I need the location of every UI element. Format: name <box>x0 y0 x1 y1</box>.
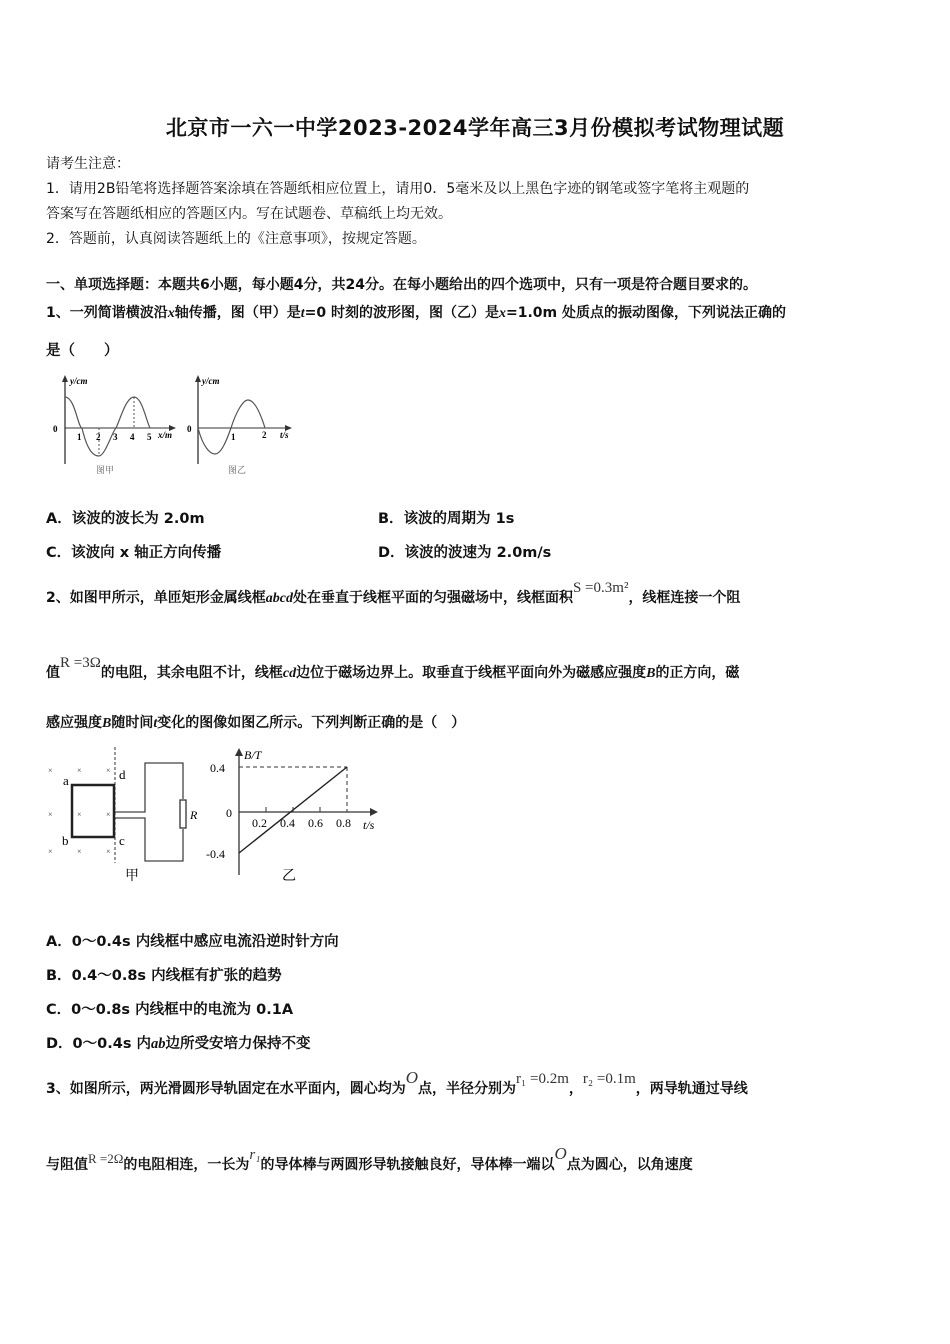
q1-text: 1、一列简谐横波沿 <box>46 305 168 321</box>
area-formula: S =0.3m² <box>572 580 629 596</box>
svg-text:×: × <box>106 847 111 856</box>
svg-text:×: × <box>77 766 82 775</box>
question-2-line-1: 2、如图甲所示，单匝矩形金属线框abcd处在垂直于线框平面的匀强磁场中，线框面积S =0.3m²，线框连接一个阻 <box>46 580 741 606</box>
svg-text:乙: 乙 <box>282 869 296 884</box>
svg-text:×: × <box>77 847 82 856</box>
svg-text:×: × <box>48 810 53 819</box>
svg-text:3: 3 <box>113 432 118 442</box>
q1-option-b[interactable]: B．该波的周期为 1s <box>378 511 515 527</box>
question-2-line-2: 值R =3Ω的电阻，其余电阻不计，线框cd边位于磁场边界上。取垂直于线框平面向外为磁感应强度B的正方向，磁 <box>46 655 740 681</box>
svg-text:5: 5 <box>147 432 152 442</box>
q2-option-a[interactable]: A．0～0.4s 内线框中感应电流沿逆时针方向 <box>46 934 339 950</box>
b-t-graph-figure <box>200 745 390 885</box>
svg-text:×: × <box>106 766 111 775</box>
q1-option-a[interactable]: A．该波的波长为 2.0m <box>46 511 205 527</box>
page-title: 北京市一六一中学2023-2024学年高三3月份模拟考试物理试题 <box>165 116 785 140</box>
svg-text:×: × <box>48 847 53 856</box>
q1-option-d[interactable]: D．该波的波速为 2.0m/s <box>378 545 552 561</box>
svg-text:x/m: x/m <box>158 430 173 440</box>
svg-text:1: 1 <box>231 432 236 442</box>
question-3-line-2: 与阻值R =2Ω的电阻相连，一长为r₁的导体棒与两圆形导轨接触良好，导体棒一端以O点为圆心，以角速度 <box>46 1144 693 1173</box>
svg-text:2: 2 <box>262 430 267 440</box>
svg-text:B/T: B/T <box>244 748 262 762</box>
svg-text:a: a <box>63 773 69 788</box>
svg-text:0: 0 <box>53 424 58 434</box>
svg-text:c: c <box>119 833 125 848</box>
svg-text:0: 0 <box>226 806 232 820</box>
svg-text:4: 4 <box>130 432 135 442</box>
svg-text:t/s: t/s <box>280 430 289 440</box>
q1-var-x: x <box>167 306 175 321</box>
svg-text:图乙: 图乙 <box>228 465 247 475</box>
section-heading: 一、单项选择题：本题共6小题，每小题4分，共24分。在每小题给出的四个选项中，只有一项是符合题目要求的。 <box>46 277 757 293</box>
q1-text: =0 时刻的波形图，图（乙）是 <box>304 305 499 321</box>
notice-item-1: 1．请用2B铅笔将选择题答案涂填在答题纸相应位置上，请用0．5毫米及以上黑色字迹的钢笔或签字笔将主观题的 <box>46 181 750 197</box>
svg-text:2: 2 <box>96 432 101 442</box>
svg-text:R: R <box>190 808 198 822</box>
svg-text:×: × <box>48 766 53 775</box>
question-3-line-1: 3、如图所示，两光滑圆形导轨固定在水平面内，圆心均为O点，半径分别为r₁ =0.2m，r₂ =0.1m，两导轨通过导线 <box>46 1068 748 1097</box>
svg-text:甲: 甲 <box>125 869 139 884</box>
q2-option-c[interactable]: C．0～0.8s 内线框中的电流为 0.1A <box>46 1002 294 1018</box>
resistance-formula: R =3Ω <box>60 655 101 671</box>
svg-text:0.4: 0.4 <box>280 816 295 830</box>
svg-text:0.4: 0.4 <box>210 761 225 775</box>
vibration-graph-figure <box>188 372 303 480</box>
svg-text:0.8: 0.8 <box>336 816 351 830</box>
svg-text:1: 1 <box>77 432 82 442</box>
question-2-line-3: 感应强度B随时间t变化的图像如图乙所示。下列判断正确的是（ ） <box>46 715 466 731</box>
svg-text:图甲: 图甲 <box>96 465 115 475</box>
q2-option-b[interactable]: B．0.4～0.8s 内线框有扩张的趋势 <box>46 968 282 984</box>
svg-text:-0.4: -0.4 <box>206 847 225 861</box>
svg-text:t/s: t/s <box>363 818 375 832</box>
svg-text:0.2: 0.2 <box>252 816 267 830</box>
q1-text: 轴传播，图（甲）是 <box>174 305 301 321</box>
q2-option-d[interactable]: D．0～0.4s 内ab边所受安培力保持不变 <box>46 1036 311 1052</box>
notice-heading: 请考生注意： <box>46 156 130 172</box>
q1-var-x: x <box>499 306 506 321</box>
notice-item-1-cont: 答案写在答题纸相应的答题区内。写在试题卷、草稿纸上均无效。 <box>46 206 452 222</box>
q1-option-c[interactable]: C．该波向 x 轴正方向传播 <box>46 545 222 561</box>
notice-item-2: 2．答题前，认真阅读答题纸上的《注意事项》，按规定答题。 <box>46 231 426 247</box>
svg-text:y/cm: y/cm <box>202 376 220 386</box>
q1-var-t: t <box>300 306 305 321</box>
svg-text:d: d <box>119 767 126 782</box>
svg-text:×: × <box>77 810 82 819</box>
svg-text:×: × <box>106 810 111 819</box>
question-1-line-2: 是（ ） <box>46 343 119 359</box>
wave-graph-figure <box>50 372 185 480</box>
q1-text: =1.0m 处质点的振动图像，下列说法正确的 <box>506 305 786 321</box>
svg-text:0: 0 <box>187 424 192 434</box>
y-axis-label: y/cm <box>70 376 88 386</box>
question-1-line-1 <box>46 302 786 322</box>
svg-text:0.6: 0.6 <box>308 816 323 830</box>
circuit-figure <box>40 745 210 885</box>
svg-text:b: b <box>62 833 69 848</box>
